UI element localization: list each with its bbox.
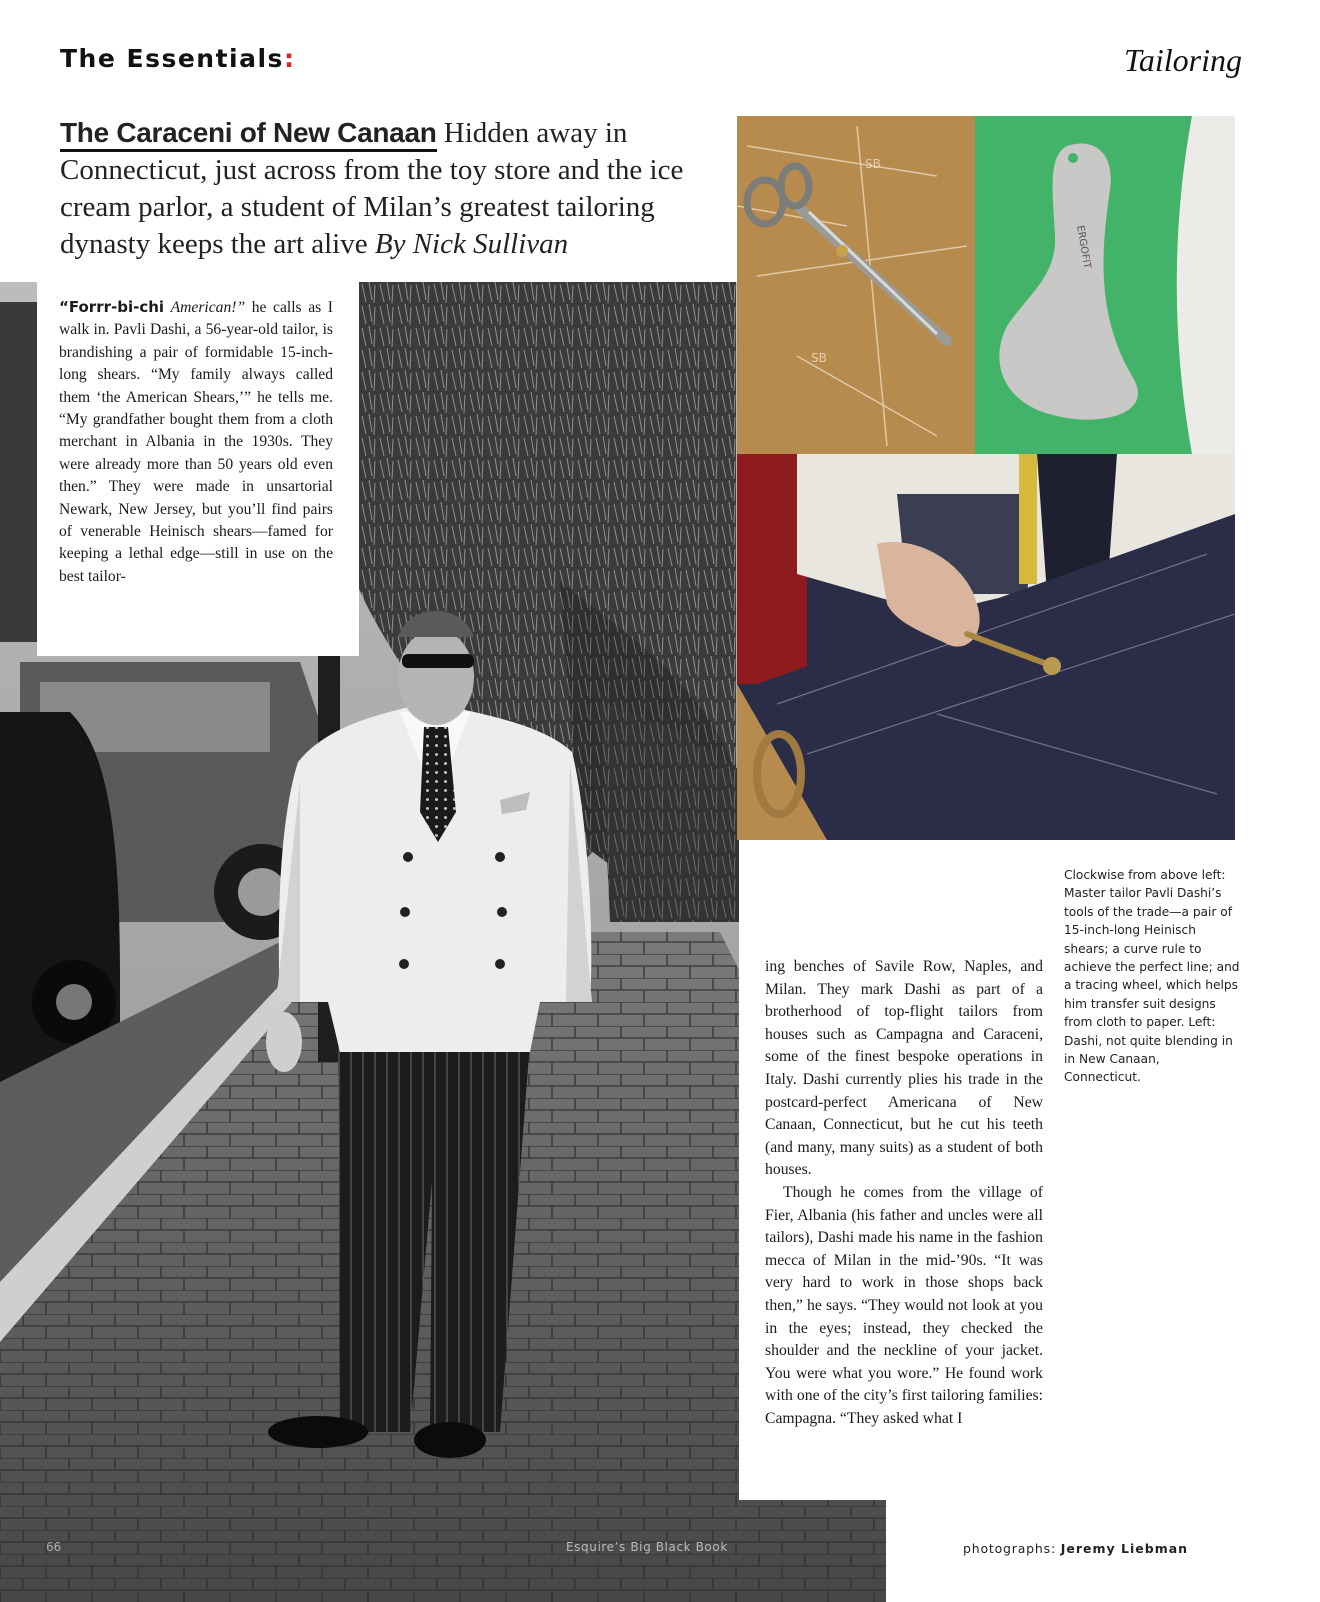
chalk-mark-2: SB — [811, 351, 827, 365]
column-two-paragraph-1: ing benches of Savile Row, Naples, and Milan. They mark Dashi as part of a brotherhood of top-flight tailors from houses such as Campagna and Caraceni, some of the finest bespoke operations in Italy. Dashi currently plies his trade in the postcard-perfect Americana of New Canaan, Connecticut, but he cut his teeth (and many, many suits) as a student of both houses. — [765, 958, 1043, 1179]
intro-text: he calls as I walk in. Pavli Dashi, a 56-year-old tailor, is brandishing a pair of formidable 15-inch-long shears. “My family always called them ‘the American Shears,’” he tells me. “My grandfather bought them from a cloth merchant in Albania in the 1930s. They were already more than 50 years old even then.” They were made in unsartorial Newark, New Jersey, but you’ll find pairs of venerable Heinisch shears—famed for keeping a lethal edge—still in use on the best tailor- — [59, 299, 333, 585]
section-colon: : — [283, 44, 296, 73]
section-name: The Essentials — [60, 44, 284, 73]
section-tag: Tailoring — [1124, 42, 1242, 78]
article-byline: By Nick Sullivan — [374, 228, 569, 260]
article-headline — [60, 114, 710, 263]
publication-name: Esquire’s Big Black Book — [566, 1540, 728, 1554]
photo-shears-and-curve-rule — [737, 116, 1235, 454]
photo-tracing-wheel — [737, 454, 1235, 840]
intro-paragraph — [37, 282, 359, 656]
photo-credit-label: photographs: — [963, 1541, 1056, 1556]
photo-credit — [963, 1541, 1188, 1556]
article-title: The Caraceni of New Canaan — [60, 117, 437, 152]
article-dek: Hidden away in Connecticut, just across from the toy store and the ice cream parlor, a student of Milan’s greatest tailoring dynasty keeps the art alive — [60, 117, 684, 260]
intro-lead: “Forrr-bi-chi — [59, 298, 165, 316]
page-number: 66 — [46, 1540, 62, 1554]
photo-caption: Clockwise from above left: Master tailor Pavli Dashi’s tools of the trade—a pair of 15-inch-long Heinisch shears; a curve rule to achieve the perfect line; and a tracing wheel, which helps him transfer suit designs from cloth to paper. Left: Dashi, not quite blending in in New Canaan, Connecticut. — [1064, 868, 1240, 1085]
article-column-two — [739, 840, 1057, 1500]
column-two-paragraph-2: Though he comes from the village of Fier, Albania (his father and uncles were all tailors), Dashi made his name in the fashion mecca of Milan in the mid-’90s. “It was very hard to work in those shops back then,” he says. “They would not look at you in the eyes; instead, they checked the shoulder and the neckline of your jacket. You were what you wore.” He found work with one of the city’s first tailoring families: Campagna. “They asked what I — [765, 1183, 1043, 1427]
photographer-name: Jeremy Liebman — [1060, 1541, 1189, 1556]
intro-lead-emphasis: American!” — [170, 299, 246, 316]
section-label — [60, 44, 295, 73]
curve-rule-brand: ERGOFIT — [1074, 224, 1093, 270]
chalk-mark-1: SB — [865, 157, 881, 171]
